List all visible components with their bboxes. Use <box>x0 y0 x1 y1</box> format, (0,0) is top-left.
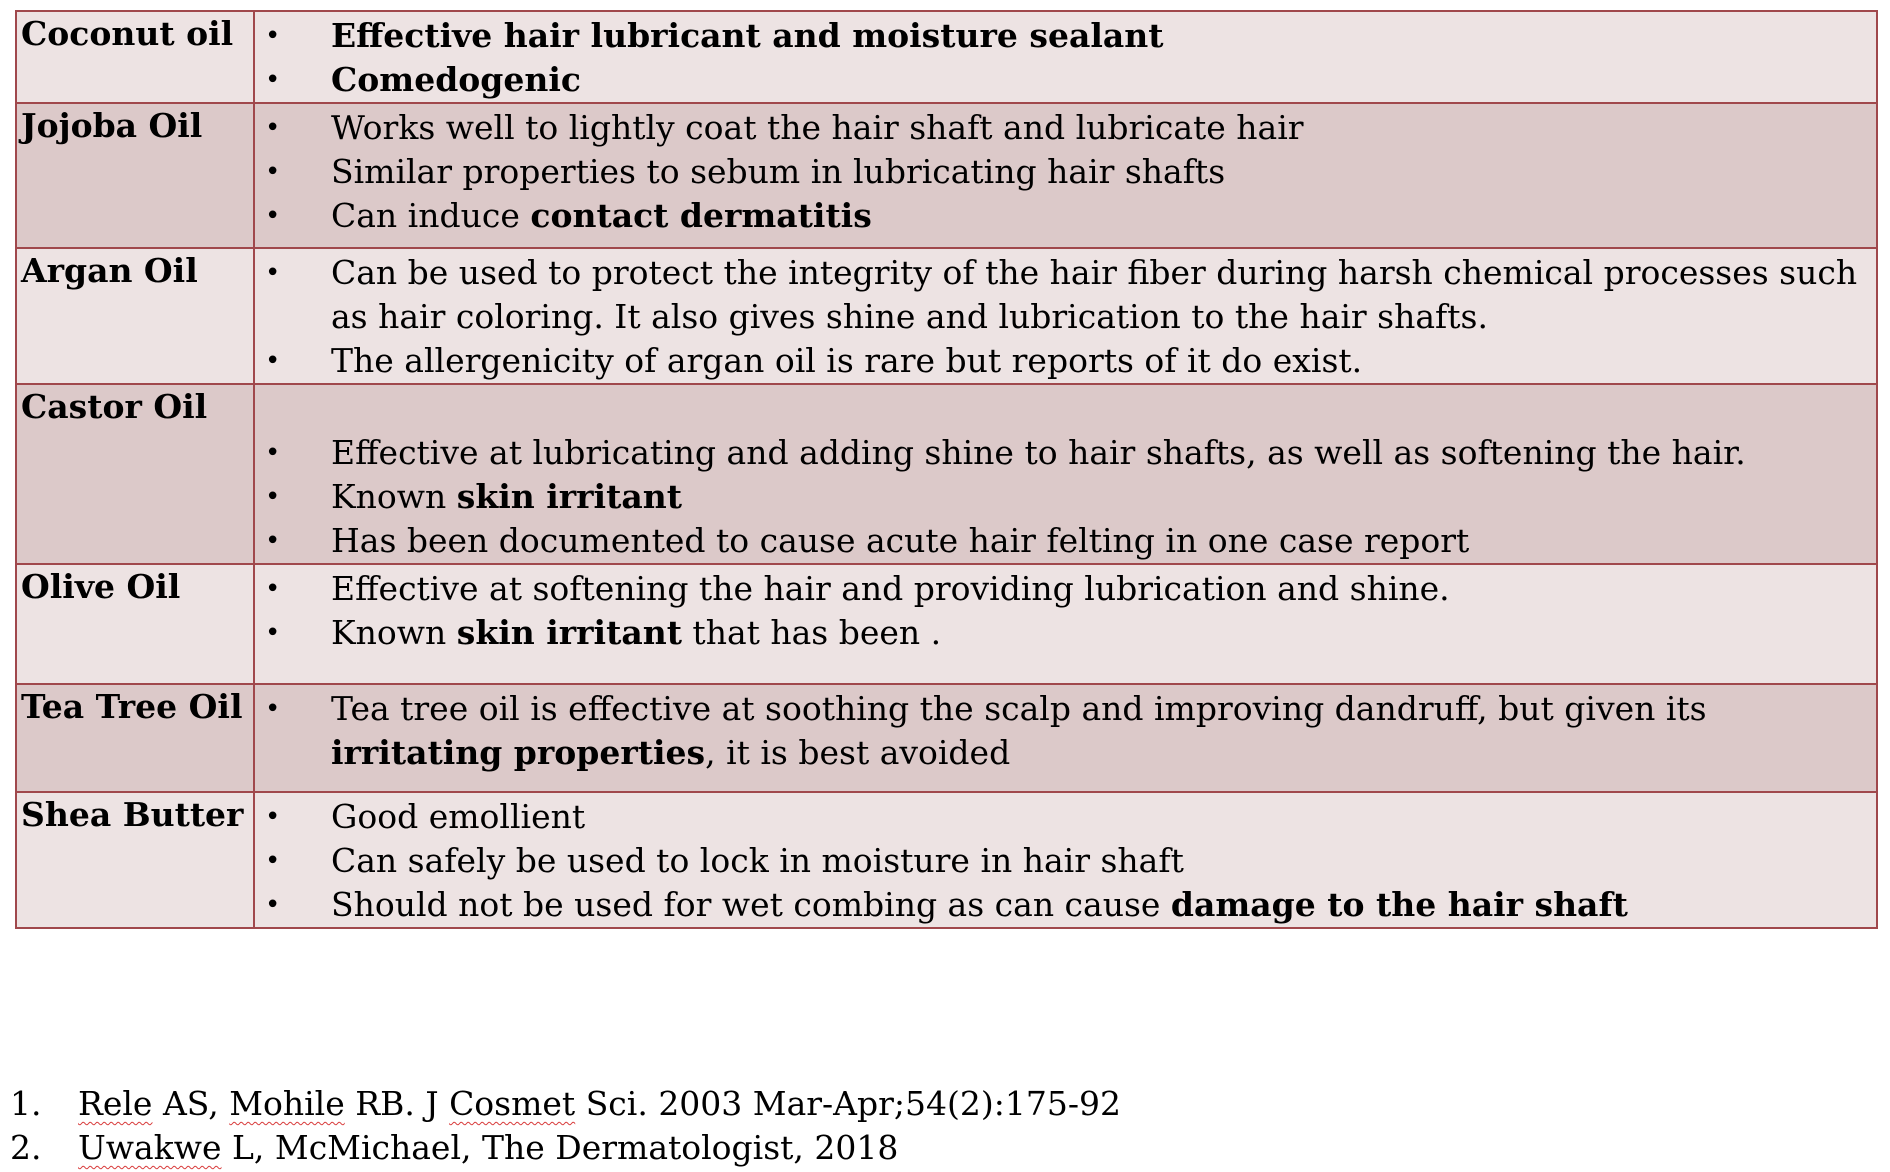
bullet-icon: • <box>265 846 281 876</box>
property-text: Good emollient <box>331 797 586 836</box>
oil-row <box>16 248 1877 384</box>
property-text: Can be used to protect the integrity of the hair fiber during harsh chemical processes such as hair coloring. It also gives shine and lubrication to the hair shafts. <box>331 253 1858 336</box>
bullet-icon: • <box>265 574 281 604</box>
property-text: Similar properties to sebum in lubricating hair shafts <box>331 152 1226 191</box>
oil-properties-cell <box>254 384 1877 564</box>
property-item <box>255 567 1876 611</box>
property-text-bold: irritating properties <box>331 733 706 772</box>
bullet-icon: • <box>265 113 281 143</box>
reference-text: Mohile <box>229 1084 345 1123</box>
reference-text: Rele <box>78 1084 153 1123</box>
property-item <box>255 883 1876 927</box>
oil-properties-cell <box>254 11 1877 103</box>
property-text-bold: contact dermatitis <box>530 196 872 235</box>
reference-text: Sci. 2003 Mar-Apr;54(2):175-92 <box>575 1084 1122 1123</box>
property-text-bold: Effective hair lubricant and moisture sealant <box>331 16 1164 55</box>
oil-name: Castor Oil <box>16 384 254 564</box>
reference-list <box>10 1082 1121 1170</box>
bullet-icon: • <box>265 618 281 648</box>
property-text: that has been . <box>681 613 942 652</box>
bullet-icon: • <box>265 157 281 187</box>
property-text: Can safely be used to lock in moisture in hair shaft <box>331 841 1184 880</box>
oil-properties-list <box>255 104 1876 238</box>
property-text: Can induce <box>331 196 531 235</box>
reference-text: AS, <box>152 1084 230 1123</box>
property-text: Should not be used for wet combing as can cause <box>331 885 1171 924</box>
property-text: Known <box>331 477 457 516</box>
oil-row <box>16 11 1877 103</box>
oil-row <box>16 103 1877 248</box>
oil-name: Coconut oil <box>16 11 254 103</box>
property-text-bold: Comedogenic <box>331 60 581 99</box>
property-text-bold: skin irritant <box>456 477 682 516</box>
property-text-bold: damage to the hair shaft <box>1170 885 1628 924</box>
property-item <box>255 431 1876 475</box>
oil-properties-list <box>255 793 1876 927</box>
oil-row <box>16 564 1877 684</box>
oil-properties-cell <box>254 684 1877 792</box>
reference-text: Uwakwe <box>78 1128 222 1167</box>
property-item <box>255 339 1876 383</box>
property-text: Effective at softening the hair and providing lubrication and shine. <box>331 569 1450 608</box>
oil-name: Tea Tree Oil <box>16 684 254 792</box>
oil-properties-cell <box>254 792 1877 928</box>
reference-number: 1. <box>10 1084 42 1123</box>
property-item <box>255 839 1876 883</box>
property-text: , it is best avoided <box>705 733 1011 772</box>
oil-properties-list <box>255 385 1876 563</box>
oil-properties-list <box>255 685 1876 775</box>
property-text: The allergenicity of argan oil is rare but reports of it do exist. <box>331 341 1363 380</box>
oil-name: Olive Oil <box>16 564 254 684</box>
bullet-icon: • <box>265 21 281 51</box>
oil-name: Jojoba Oil <box>16 103 254 248</box>
oil-name: Shea Butter <box>16 792 254 928</box>
oil-properties-cell <box>254 564 1877 684</box>
bullet-icon: • <box>265 438 281 468</box>
property-item <box>255 251 1876 339</box>
reference-text: L, McMichael, The Dermatologist, 2018 <box>221 1128 899 1167</box>
property-item <box>255 795 1876 839</box>
hair-oils-table-body <box>16 11 1877 928</box>
property-item <box>255 519 1876 563</box>
property-item <box>255 150 1876 194</box>
bullet-icon: • <box>265 694 281 724</box>
oil-properties-list <box>255 249 1876 383</box>
oil-properties-cell <box>254 248 1877 384</box>
reference-text: Cosmet <box>449 1084 576 1123</box>
bullet-icon: • <box>265 201 281 231</box>
property-text: Effective at lubricating and adding shine to hair shafts, as well as softening the hair. <box>331 433 1746 472</box>
property-text: Has been documented to cause acute hair felting in one case report <box>331 521 1470 560</box>
property-text: Tea tree oil is effective at soothing the scalp and improving dandruff, but given its <box>331 689 1707 728</box>
reference-item <box>10 1082 1121 1126</box>
property-item <box>255 106 1876 150</box>
property-item <box>255 14 1876 58</box>
bullet-icon: • <box>265 65 281 95</box>
oil-properties-list <box>255 565 1876 655</box>
oil-row <box>16 684 1877 792</box>
property-item <box>255 687 1876 775</box>
oil-row <box>16 792 1877 928</box>
bullet-icon: • <box>265 802 281 832</box>
bullet-icon: • <box>265 526 281 556</box>
property-item <box>255 58 1876 102</box>
oil-row <box>16 384 1877 564</box>
property-item <box>255 475 1876 519</box>
oil-name: Argan Oil <box>16 248 254 384</box>
reference-text: RB. J <box>344 1084 450 1123</box>
property-text-bold: skin irritant <box>456 613 682 652</box>
bullet-icon: • <box>265 346 281 376</box>
property-text: Known <box>331 613 457 652</box>
bullet-icon: • <box>265 890 281 920</box>
oil-properties-list <box>255 12 1876 102</box>
oil-properties-cell <box>254 103 1877 248</box>
reference-item <box>10 1126 1121 1170</box>
property-item <box>255 611 1876 655</box>
property-text: Works well to lightly coat the hair shaft and lubricate hair <box>331 108 1304 147</box>
bullet-icon: • <box>265 258 281 288</box>
property-item <box>255 194 1876 238</box>
reference-number: 2. <box>10 1128 42 1167</box>
hair-oils-table <box>15 10 1878 929</box>
bullet-icon: • <box>265 482 281 512</box>
